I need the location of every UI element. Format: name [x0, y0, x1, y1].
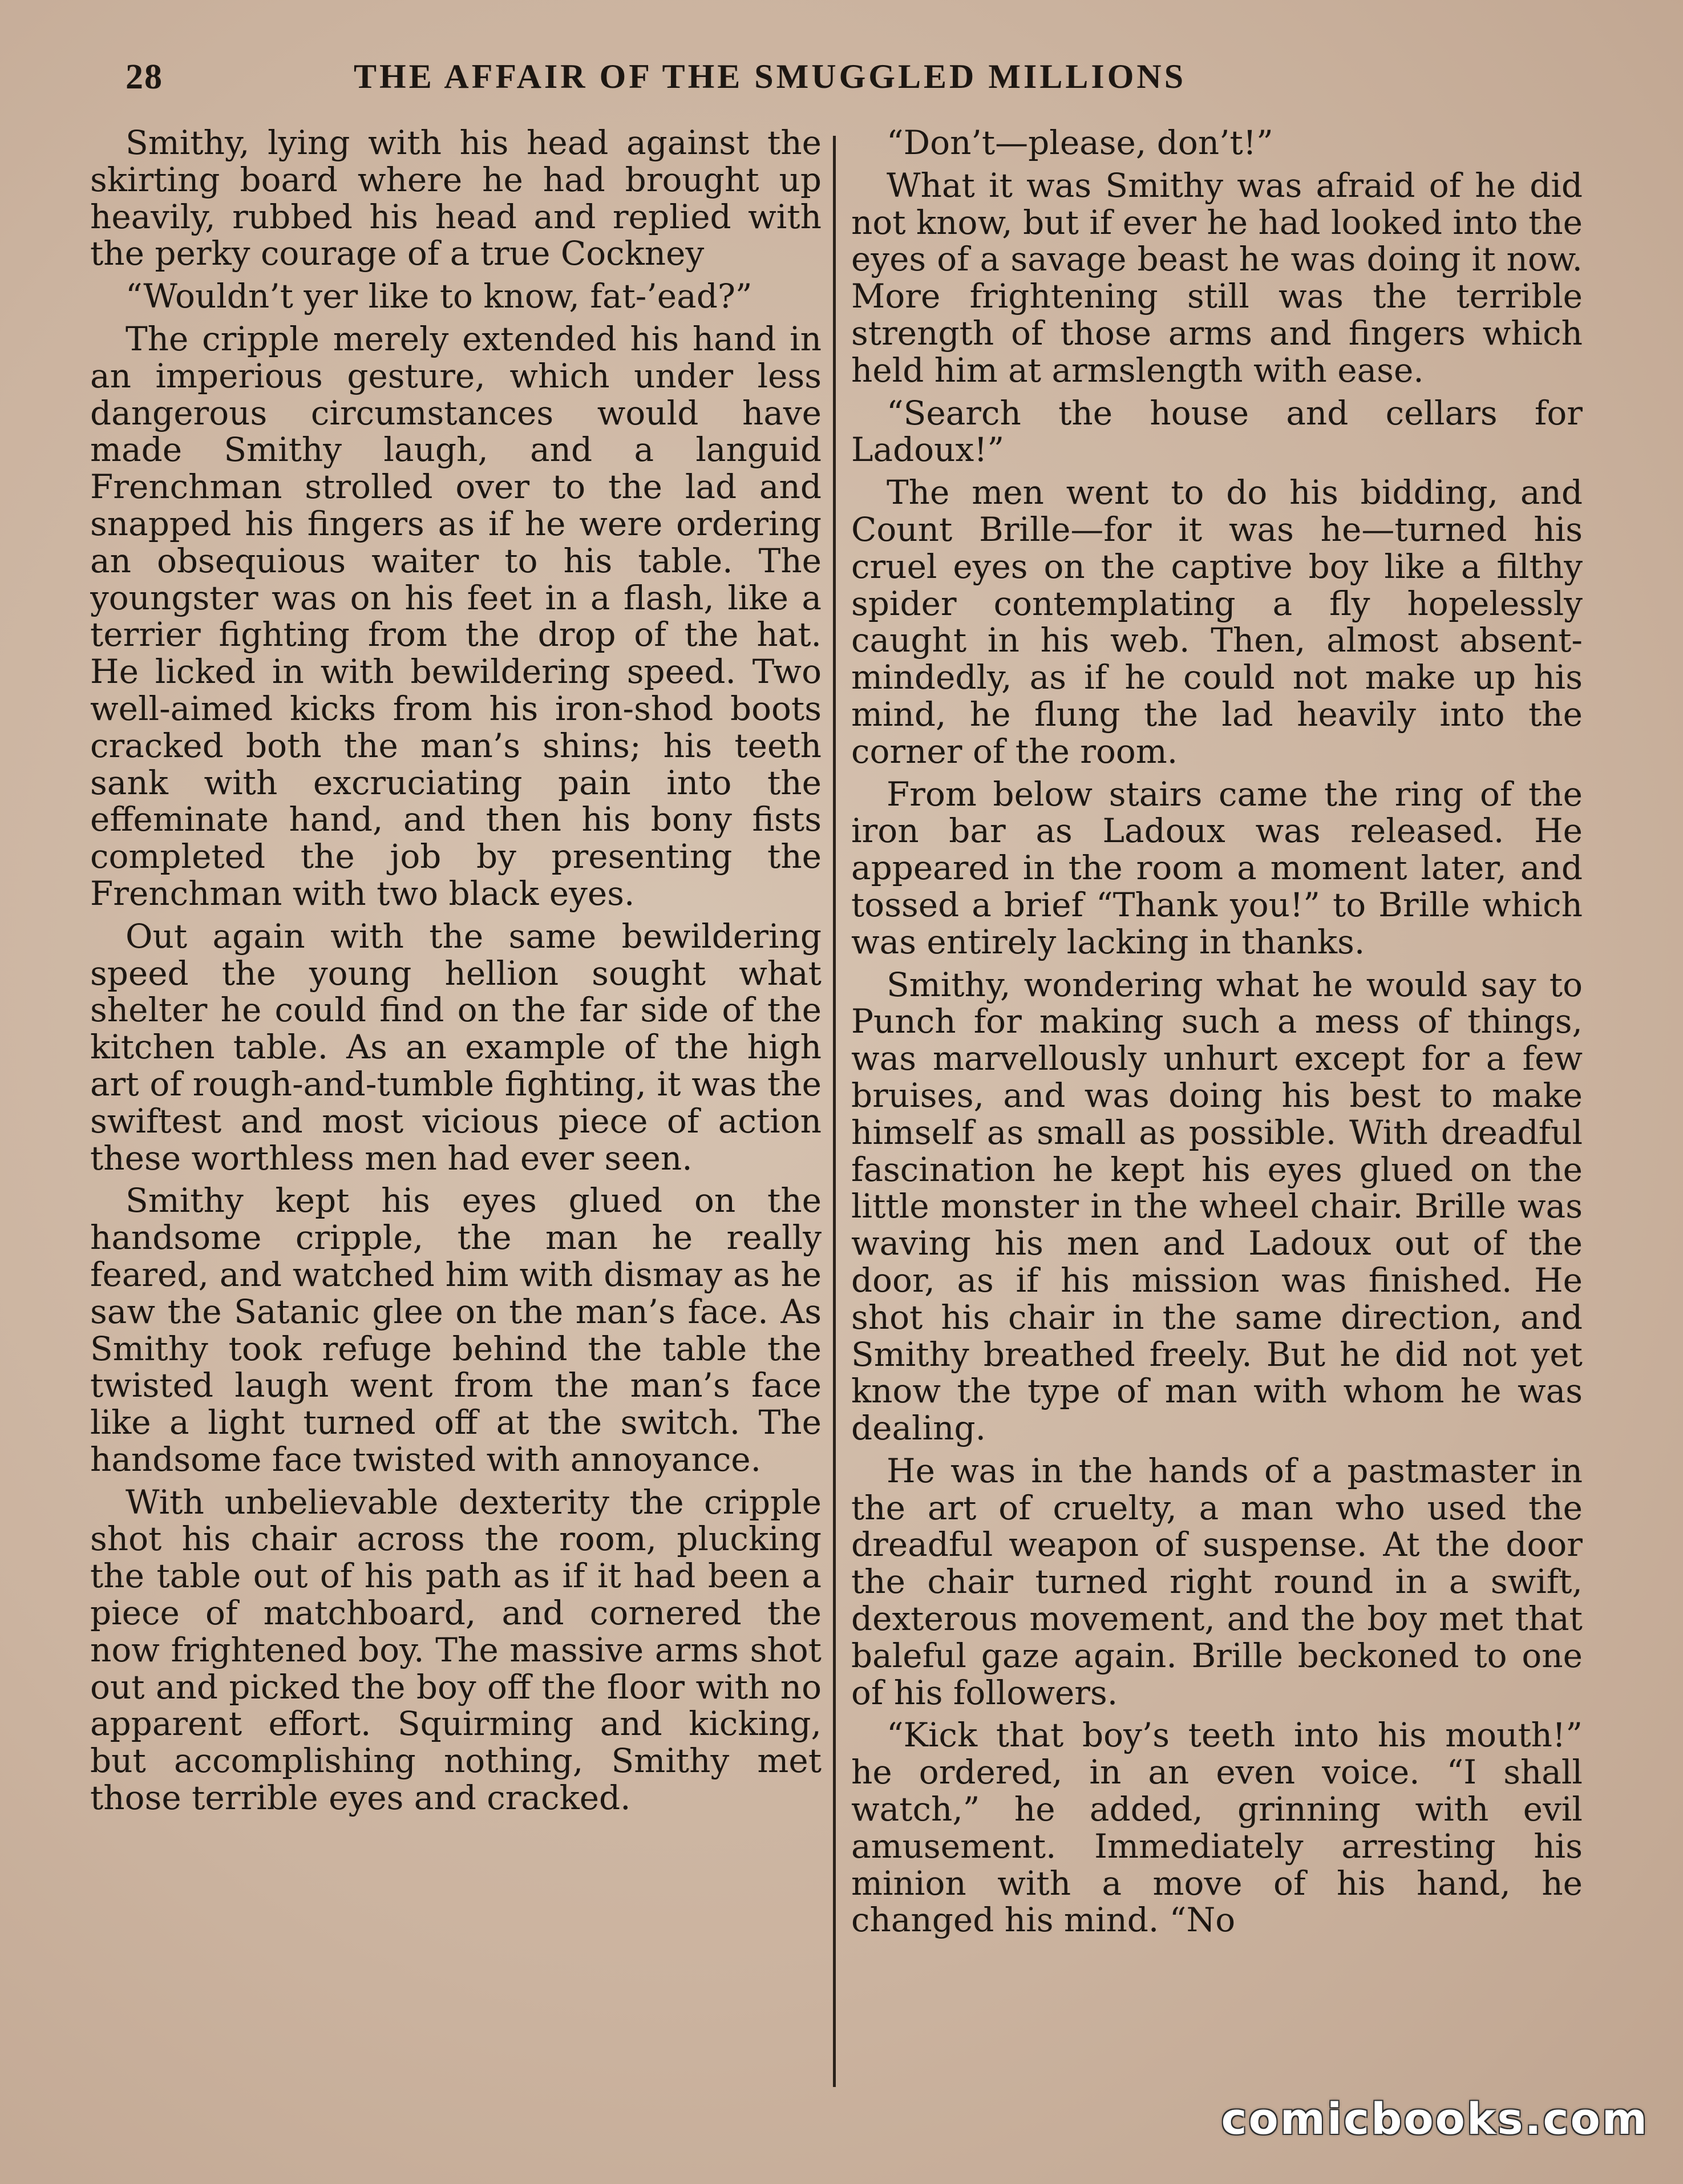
paragraph: “Don’t—please, don’t!”: [887, 124, 1273, 162]
paragraph: “Kick that boy’s teeth into his mouth!” he ordered, in an even voice. “I shall watch,” he added, grinning with evil amusement. Immediately arresting his minion with a move of his hand, he changed his mind. “No: [851, 1716, 1583, 1940]
paragraph: Smithy kept his eyes glued on the handsome cripple, the man he really feared, and watched him with dismay as he saw the Satanic glee on the man’s face. As Smithy took refuge behind the table the twisted laugh went from the man’s face like a light turned off at the switch. The handsome face twisted with annoyance.: [90, 1181, 822, 1479]
paragraph: Smithy, lying with his head against the skirting board where he had brought up heavily, rubbed his head and replied with the perky courage of a true Cockney: [90, 124, 822, 273]
watermark: comicbooks.com: [1221, 2093, 1649, 2144]
paragraph: Out again with the same bewildering speed the young hellion sought what shelter he could find on the far side of the kitchen table. As an example of the high art of rough-and-tumble fighting, it was the swiftest and most vicious piece of action these worthless men had ever seen.: [90, 916, 822, 1178]
paragraph: With unbelievable dexterity the cripple shot his chair across the room, plucking the table out of his path as if it had been a piece of matchboard, and cornered the now frightened boy. The massive arms shot out and picked the boy off the floor with no apparent effort. Squirming and kicking, but accomplishing nothing, Smithy met those terrible eyes and cracked.: [90, 1482, 822, 1818]
page-number: 28: [126, 58, 163, 96]
paragraph: He was in the hands of a pastmaster in the art of cruelty, a man who used the dreadful weapon of suspense. At the door the chair turned right round in a swift, dexterous movement, and the boy met that baleful gaze again. Brille beckoned to one of his followers.: [851, 1451, 1583, 1712]
paragraph: What it was Smithy was afraid of he did not know, but if ever he had looked into the eyes of a savage beast he was doing it now. More frightening still was the terrible strength of those arms and fingers which held him at armslength with ease.: [851, 165, 1583, 390]
column-divider: [833, 136, 836, 2087]
running-title: THE AFFAIR OF THE SMUGGLED MILLIONS: [354, 58, 1187, 95]
page-header: [126, 57, 1341, 108]
paragraph: The men went to do his bidding, and Count Brille—for it was he—turned his cruel eyes on the captive boy like a filthy spider contemplating a fly hopelessly caught in his web. Then, almost absent-mindedly, as if he could not make up his mind, he flung the lad heavily into the corner of the room.: [851, 473, 1583, 771]
paragraph: “Search the house and cellars for Ladoux!”: [851, 393, 1583, 470]
left-column: [90, 124, 822, 2104]
paragraph: “Wouldn’t yer like to know, fat-’ead?”: [126, 277, 753, 316]
paragraph: Smithy, wondering what he would say to Punch for making such a mess of things, was marvellously unhurt except for a few bruises, and was doing his best to make himself as small as possible. With dreadful fascination he kept his eyes glued on the little monster in the wheel chair. Brille was waving his men and Ladoux out of the door, as if his mission was finished. He shot his chair in the same direction, and Smithy breathed freely. But he did not yet know the type of man with whom he was dealing.: [851, 965, 1583, 1448]
paragraph: From below stairs came the ring of the iron bar as Ladoux was released. He appeared in the room a moment later, and tossed a brief “Thank you!” to Brille which was entirely lacking in thanks.: [851, 774, 1583, 961]
paragraph: The cripple merely extended his hand in an imperious gesture, which under less dangerous circumstances would have made Smithy laugh, and a languid Frenchman strolled over to the lad and snapped his fingers as if he were ordering an obsequious waiter to his table. The youngster was on his feet in a flash, like a terrier fighting from the drop of the hat. He licked in with bewildering speed. Two well-aimed kicks from his iron-shod boots cracked both the man’s shins; his teeth sank with excruciating pain into the effeminate hand, and then his bony fists completed the job by presenting the Frenchman with two black eyes.: [90, 319, 822, 913]
right-column: [851, 124, 1583, 2104]
